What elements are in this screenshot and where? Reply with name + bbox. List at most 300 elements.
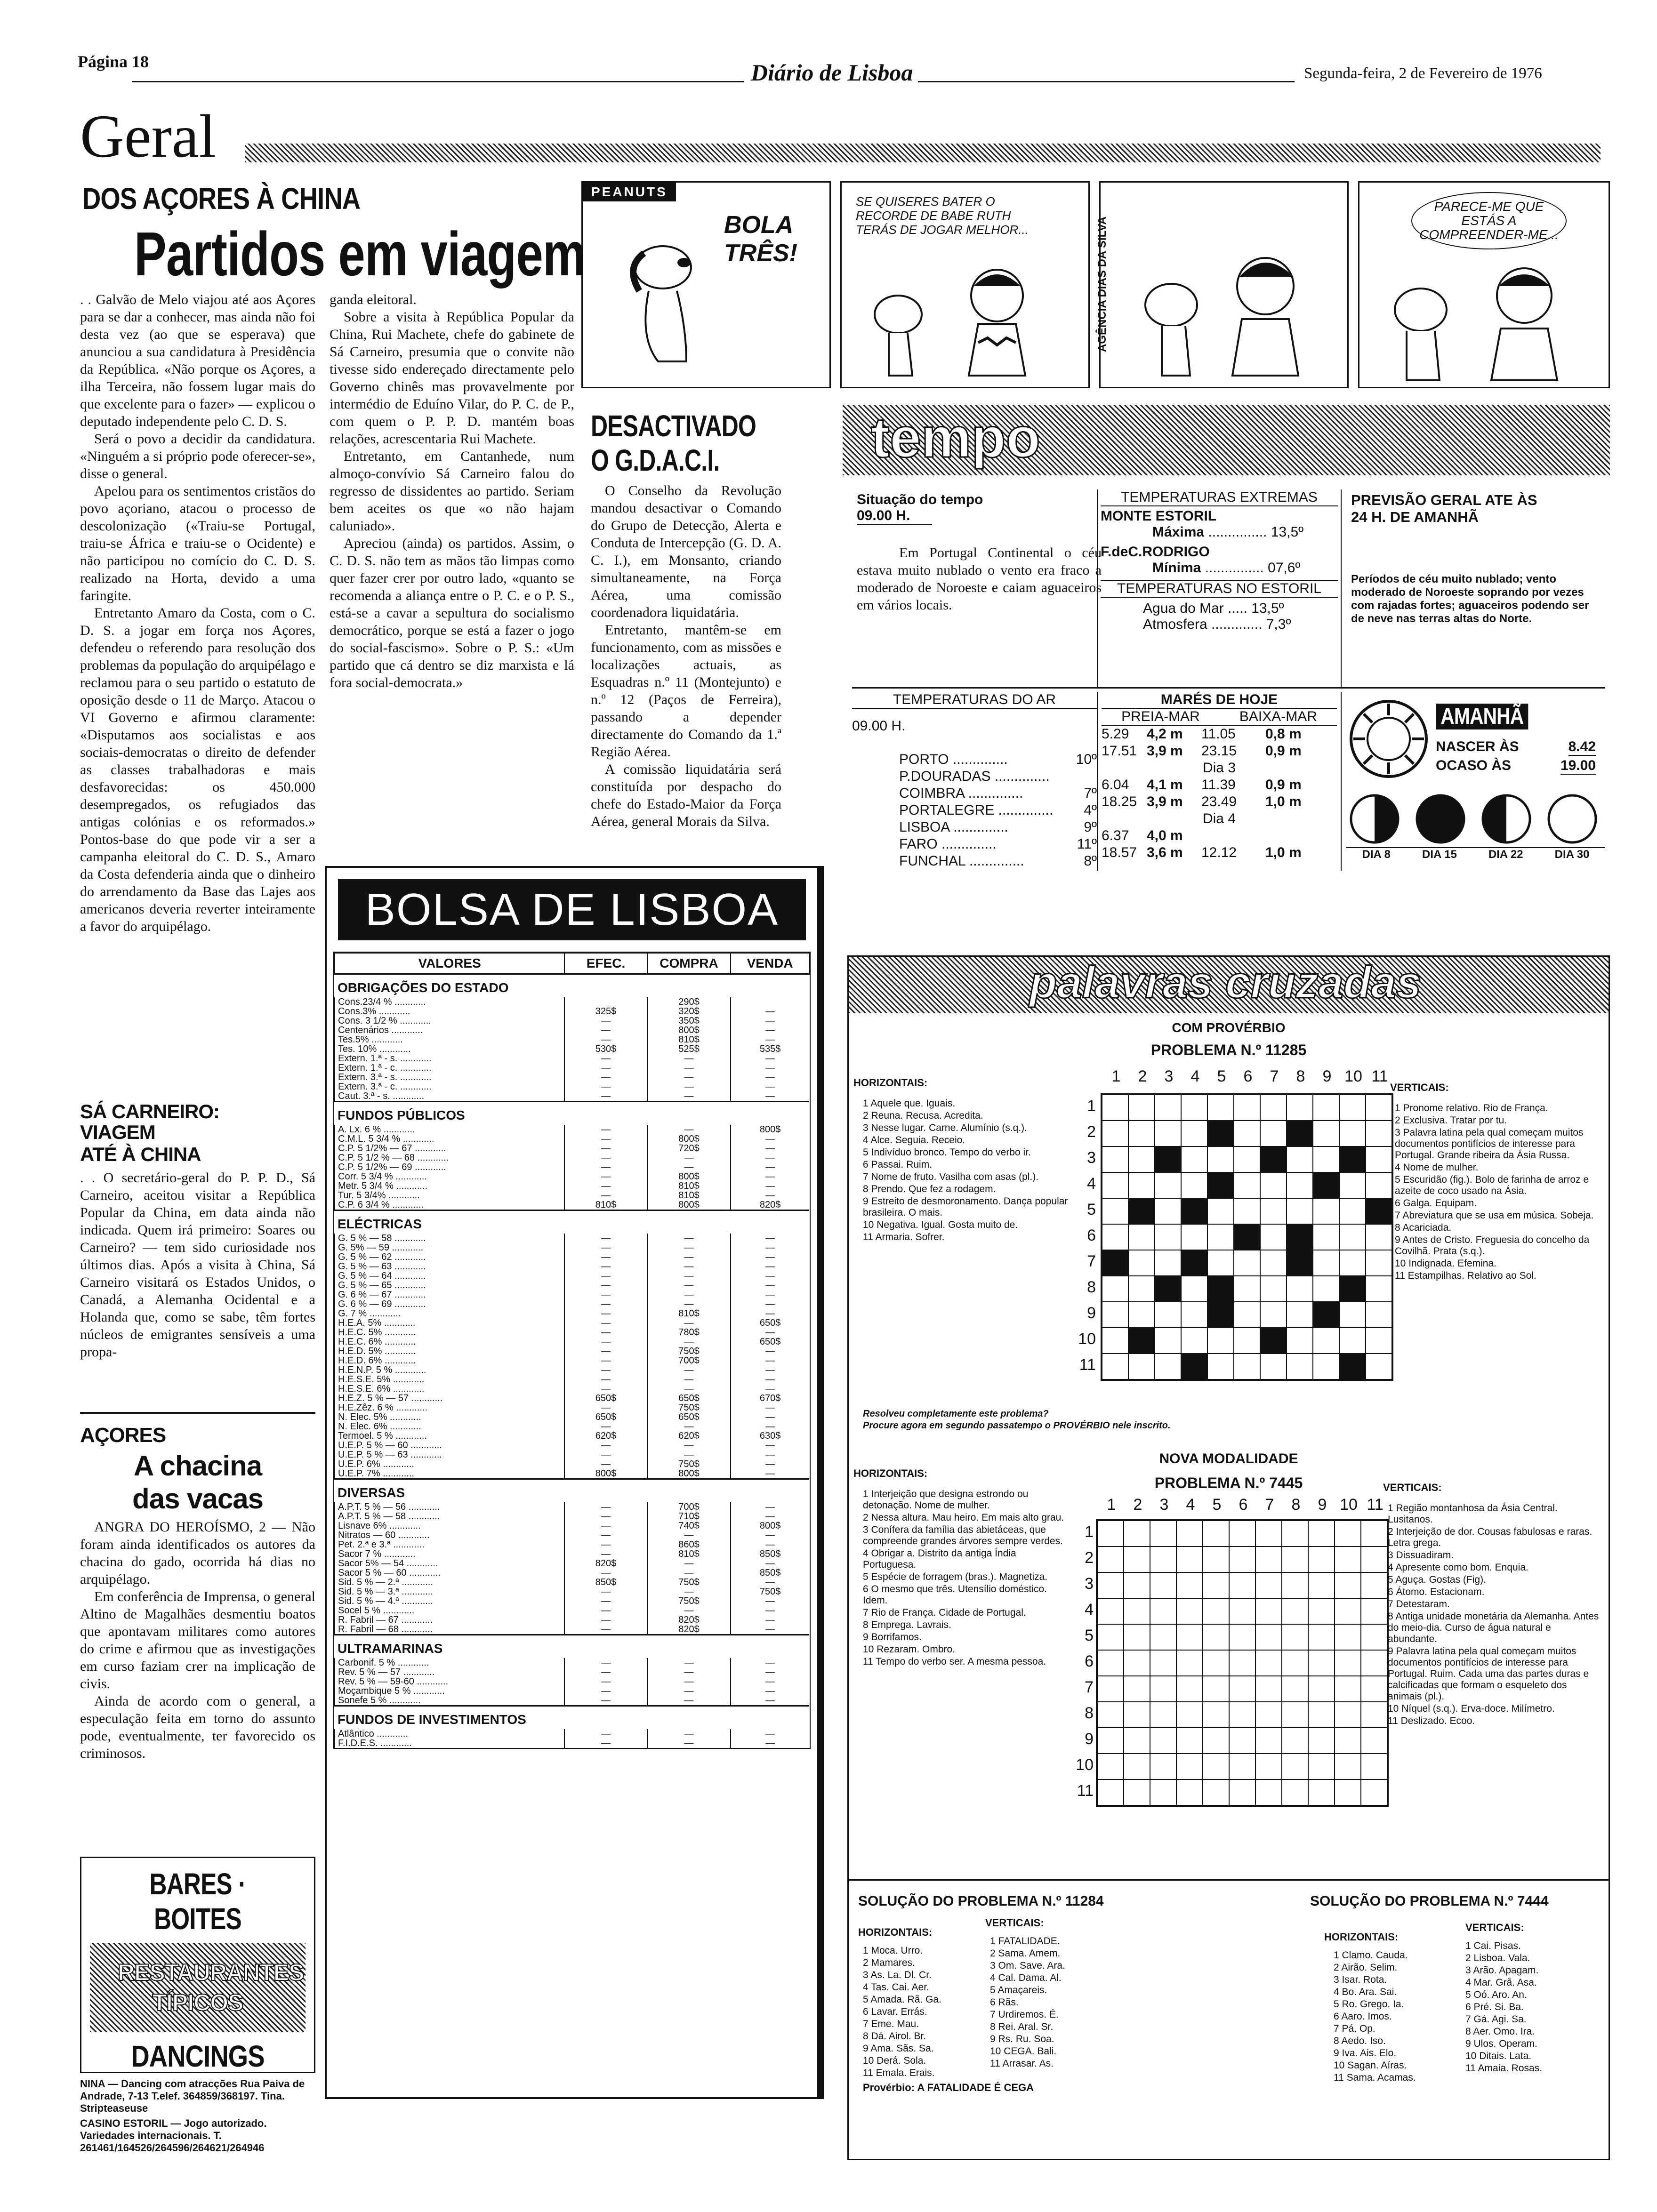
grid-cell[interactable] — [1255, 1650, 1282, 1676]
grid-cell[interactable] — [1361, 1754, 1387, 1779]
efec-cell: — — [564, 1290, 647, 1299]
grid-cell[interactable] — [1124, 1624, 1150, 1650]
grid-cell[interactable] — [1335, 1779, 1361, 1805]
grid-cell[interactable] — [1124, 1779, 1150, 1805]
grid-cell[interactable] — [1366, 1146, 1392, 1172]
grid-cell[interactable] — [1097, 1650, 1124, 1676]
grid-cell[interactable] — [1128, 1146, 1155, 1172]
grid-number: 1 — [1111, 1067, 1121, 1085]
solution-line: 1 Cai. Pisas. — [1465, 1940, 1521, 1951]
grid-cell[interactable] — [1361, 1598, 1387, 1624]
grid-number: 4 — [1085, 1601, 1094, 1619]
clue: 5 Aguça. Gostas (Fig). — [1388, 1574, 1486, 1585]
grid-cell[interactable] — [1282, 1547, 1308, 1572]
grid-cell[interactable] — [1181, 1328, 1207, 1354]
grid-cell[interactable] — [1255, 1572, 1282, 1598]
grid-cell[interactable] — [1176, 1547, 1203, 1572]
grid-cell[interactable] — [1361, 1521, 1387, 1547]
grid-cell[interactable] — [1308, 1598, 1335, 1624]
grid-cell[interactable] — [1181, 1276, 1207, 1302]
bolsa-row — [335, 1686, 809, 1696]
grid-cell[interactable] — [1366, 1328, 1392, 1354]
venda-cell: — — [731, 1677, 809, 1686]
grid-cell[interactable] — [1255, 1754, 1282, 1779]
valor-cell: R. Fabril — 67 ............ — [335, 1615, 564, 1625]
grid-cell[interactable] — [1260, 1198, 1287, 1224]
moon-phases-icon — [1346, 791, 1605, 847]
valor-cell: G. 5 % — 64 ............ — [335, 1271, 564, 1281]
grid-cell[interactable] — [1176, 1598, 1203, 1624]
grid-cell[interactable] — [1176, 1779, 1203, 1805]
grid-cell[interactable] — [1255, 1598, 1282, 1624]
grid-cell[interactable] — [1203, 1728, 1229, 1754]
grid-cell[interactable] — [1361, 1779, 1387, 1805]
grid-cell[interactable] — [1176, 1624, 1203, 1650]
grid-cell[interactable] — [1260, 1250, 1287, 1276]
grid-cell[interactable] — [1335, 1572, 1361, 1598]
grid-cell[interactable] — [1124, 1547, 1150, 1572]
group-name: FUNDOS PÚBLICOS — [335, 1101, 809, 1125]
solution-line: 5 Ro. Grego. Ia. — [1334, 1999, 1404, 2010]
grid-cell[interactable] — [1097, 1572, 1124, 1598]
tempo-situacao — [857, 492, 1102, 614]
row-numbers — [1070, 1093, 1096, 1378]
grid-cell[interactable] — [1313, 1354, 1339, 1379]
grid-cell[interactable] — [1229, 1728, 1255, 1754]
grid-cell[interactable] — [1308, 1754, 1335, 1779]
efec-cell: — — [564, 1587, 647, 1596]
grid-cell[interactable] — [1234, 1302, 1260, 1328]
grid-cell[interactable] — [1102, 1328, 1128, 1354]
grid-cell[interactable] — [1155, 1172, 1181, 1198]
grid-cell[interactable] — [1287, 1172, 1313, 1198]
grid-cell[interactable] — [1255, 1728, 1282, 1754]
grid-cell[interactable] — [1255, 1521, 1282, 1547]
valor-cell: H.E.D. 6% ............ — [335, 1356, 564, 1365]
efec-cell: — — [564, 1729, 647, 1739]
gdaci-head-2: O G.D.A.C.I. — [591, 443, 720, 477]
grid-cell[interactable] — [1361, 1650, 1387, 1676]
grid-cell[interactable] — [1128, 1121, 1155, 1146]
venda-cell: 850$ — [731, 1549, 809, 1559]
grid-cell[interactable] — [1124, 1521, 1150, 1547]
grid-cell[interactable] — [1287, 1095, 1313, 1121]
solution-line: 2 Airão. Selim. — [1334, 1962, 1398, 1973]
grid-cell[interactable] — [1128, 1276, 1155, 1302]
grid-cell[interactable] — [1308, 1728, 1335, 1754]
grid-cell[interactable] — [1150, 1521, 1176, 1547]
city-temp: 8º — [1084, 853, 1097, 869]
grid-cell[interactable] — [1124, 1728, 1150, 1754]
grid-cell[interactable] — [1176, 1754, 1203, 1779]
grid-cell[interactable] — [1229, 1676, 1255, 1702]
grid-cell[interactable] — [1313, 1276, 1339, 1302]
grid-cell[interactable] — [1339, 1172, 1366, 1198]
grid-cell[interactable] — [1207, 1328, 1234, 1354]
grid-cell[interactable] — [1181, 1172, 1207, 1198]
grid-cell[interactable] — [1150, 1676, 1176, 1702]
nascer-row — [1436, 739, 1596, 756]
grid-cell[interactable] — [1260, 1224, 1287, 1250]
grid-cell[interactable] — [1313, 1328, 1339, 1354]
crossword-sub: COM PROVÉRBIO — [1172, 1020, 1286, 1035]
black-square — [1260, 1146, 1287, 1172]
grid-cell[interactable] — [1176, 1702, 1203, 1728]
grid-cell[interactable] — [1229, 1598, 1255, 1624]
grid-cell[interactable] — [1207, 1224, 1234, 1250]
grid-cell[interactable] — [1366, 1172, 1392, 1198]
bolsa-row — [335, 1375, 809, 1384]
grid-cell[interactable] — [1361, 1676, 1387, 1702]
grid-cell[interactable] — [1282, 1676, 1308, 1702]
grid-cell[interactable] — [1287, 1276, 1313, 1302]
grid-cell[interactable] — [1155, 1328, 1181, 1354]
valor-cell: Moçambique 5 % ............ — [335, 1686, 564, 1696]
valor-cell: Centenários ............ — [335, 1026, 564, 1035]
grid-cell[interactable] — [1097, 1521, 1124, 1547]
grid-cell[interactable] — [1234, 1198, 1260, 1224]
grid-cell[interactable] — [1203, 1779, 1229, 1805]
grid-cell[interactable] — [1335, 1650, 1361, 1676]
grid-cell[interactable] — [1128, 1354, 1155, 1379]
grid-number: 5 — [1085, 1627, 1094, 1644]
grid-cell[interactable] — [1339, 1121, 1366, 1146]
grid-cell[interactable] — [1287, 1354, 1313, 1379]
row-numbers — [1068, 1519, 1094, 1804]
grid-cell[interactable] — [1335, 1598, 1361, 1624]
grid-cell[interactable] — [1181, 1302, 1207, 1328]
grid-cell[interactable] — [1155, 1354, 1181, 1379]
grid-cell[interactable] — [1335, 1702, 1361, 1728]
grid-cell[interactable] — [1097, 1547, 1124, 1572]
grid-cell[interactable] — [1150, 1779, 1176, 1805]
grid-cell[interactable] — [1128, 1302, 1155, 1328]
grid-cell[interactable] — [1102, 1172, 1128, 1198]
grid-cell[interactable] — [1176, 1676, 1203, 1702]
grid-cell[interactable] — [1308, 1547, 1335, 1572]
grid-cell[interactable] — [1176, 1650, 1203, 1676]
prev-body: Períodos de céu muito nublado; vento moderado de Noroeste soprando por vezes com rajadas fortes; aguaceiros podendo ser de neve nas terras altas do Norte. — [1351, 573, 1589, 625]
grid-cell[interactable] — [1128, 1172, 1155, 1198]
grid-cell[interactable] — [1234, 1354, 1260, 1379]
grid-cell[interactable] — [1207, 1198, 1234, 1224]
compra-cell: 800$ — [647, 1469, 731, 1479]
bolsa-row — [335, 1309, 809, 1318]
valor-cell: G. 6 % — 69 ............ — [335, 1299, 564, 1309]
grid-cell[interactable] — [1102, 1302, 1128, 1328]
grid-cell[interactable] — [1097, 1779, 1124, 1805]
grid-cell[interactable] — [1207, 1354, 1234, 1379]
grid-cell[interactable] — [1207, 1146, 1234, 1172]
acores-body: Em conferência de Imprensa, o general Altino de Magalhães desmentiu boatos que apontavam militares como autores do crime e afirmou que as investigações em curso faziam crer na implicação de civis. — [80, 1589, 315, 1691]
grid-cell[interactable] — [1150, 1598, 1176, 1624]
tide-value: 18.57 — [1102, 845, 1137, 860]
v1-label: VERTICAIS: — [1390, 1082, 1449, 1093]
grid-cell[interactable] — [1308, 1702, 1335, 1728]
sit-head: Situação do tempo — [857, 492, 983, 507]
grid-cell[interactable] — [1361, 1728, 1387, 1754]
grid-number: 3 — [1164, 1067, 1174, 1085]
grid-cell[interactable] — [1234, 1276, 1260, 1302]
grid-cell[interactable] — [1282, 1728, 1308, 1754]
grid-cell[interactable] — [1150, 1702, 1176, 1728]
grid-cell[interactable] — [1203, 1572, 1229, 1598]
compra-cell: 350$ — [647, 1016, 731, 1026]
grid-cell[interactable] — [1339, 1302, 1366, 1328]
grid-cell[interactable] — [1229, 1572, 1255, 1598]
compra-cell: 820$ — [647, 1615, 731, 1625]
grid-cell[interactable] — [1260, 1095, 1287, 1121]
grid-cell[interactable] — [1102, 1354, 1128, 1379]
grid-cell[interactable] — [1366, 1224, 1392, 1250]
bolsa-row — [335, 1587, 809, 1596]
grid-cell[interactable] — [1203, 1598, 1229, 1624]
grid-cell[interactable] — [1308, 1650, 1335, 1676]
grid-cell[interactable] — [1181, 1146, 1207, 1172]
efec-cell: — — [564, 1459, 647, 1469]
clue: 11 Armaria. Sofrer. — [863, 1232, 945, 1242]
grid-cell[interactable] — [1102, 1146, 1128, 1172]
grid-cell[interactable] — [1366, 1354, 1392, 1379]
compra-cell: — — [647, 1384, 731, 1394]
grid-cell[interactable] — [1335, 1624, 1361, 1650]
grid-cell[interactable] — [1287, 1146, 1313, 1172]
bolsa-table-wrap — [333, 952, 811, 1749]
grid-cell[interactable] — [1361, 1702, 1387, 1728]
grid-cell[interactable] — [1282, 1650, 1308, 1676]
bolsa-row — [335, 997, 809, 1007]
grid-cell[interactable] — [1234, 1328, 1260, 1354]
tide-row — [1102, 777, 1337, 793]
grid-cell[interactable] — [1366, 1095, 1392, 1121]
efec-cell: 810$ — [564, 1200, 647, 1210]
black-square — [1339, 1354, 1366, 1379]
grid-cell[interactable] — [1124, 1754, 1150, 1779]
grid-cell[interactable] — [1335, 1676, 1361, 1702]
grid-cell[interactable] — [1335, 1521, 1361, 1547]
grid-cell[interactable] — [1128, 1095, 1155, 1121]
black-square — [1339, 1146, 1366, 1172]
grid-cell[interactable] — [1229, 1624, 1255, 1650]
grid-cell[interactable] — [1176, 1572, 1203, 1598]
grid-cell[interactable] — [1124, 1676, 1150, 1702]
grid-cell[interactable] — [1203, 1650, 1229, 1676]
grid-cell[interactable] — [1097, 1676, 1124, 1702]
grid-cell[interactable] — [1176, 1728, 1203, 1754]
grid-cell[interactable] — [1234, 1095, 1260, 1121]
grid-cell[interactable] — [1282, 1598, 1308, 1624]
black-square — [1181, 1250, 1207, 1276]
venda-cell: — — [731, 1252, 809, 1262]
grid-cell[interactable] — [1255, 1676, 1282, 1702]
grid-cell[interactable] — [1308, 1676, 1335, 1702]
crossword-grid-2[interactable] — [1096, 1519, 1389, 1807]
grid-cell[interactable] — [1097, 1728, 1124, 1754]
grid-cell[interactable] — [1339, 1250, 1366, 1276]
grid-cell[interactable] — [1155, 1302, 1181, 1328]
efec-cell: — — [564, 1677, 647, 1686]
grid-cell[interactable] — [1260, 1354, 1287, 1379]
grid-cell[interactable] — [1128, 1250, 1155, 1276]
grid-cell[interactable] — [1150, 1624, 1176, 1650]
grid-cell[interactable] — [1229, 1521, 1255, 1547]
grid-cell[interactable] — [1203, 1676, 1229, 1702]
grid-cell[interactable] — [1102, 1224, 1128, 1250]
grid-cell[interactable] — [1260, 1276, 1287, 1302]
lead-headline: Partidos em viagem — [134, 219, 586, 289]
grid-cell[interactable] — [1124, 1650, 1150, 1676]
compra-cell: — — [647, 1054, 731, 1063]
grid-cell[interactable] — [1313, 1250, 1339, 1276]
grid-cell[interactable] — [1361, 1572, 1387, 1598]
grid-cell[interactable] — [1282, 1702, 1308, 1728]
grid-cell[interactable] — [1097, 1702, 1124, 1728]
grid-cell[interactable] — [1155, 1198, 1181, 1224]
grid-cell[interactable] — [1361, 1624, 1387, 1650]
compra-cell: 810$ — [647, 1181, 731, 1191]
grid-cell[interactable] — [1313, 1224, 1339, 1250]
grid-cell[interactable] — [1155, 1224, 1181, 1250]
grid-cell[interactable] — [1313, 1121, 1339, 1146]
grid-cell[interactable] — [1361, 1547, 1387, 1572]
grid-cell[interactable] — [1229, 1650, 1255, 1676]
bares-listings — [80, 2078, 315, 2154]
grid-cell[interactable] — [1176, 1521, 1203, 1547]
grid-cell[interactable] — [1366, 1121, 1392, 1146]
compra-cell: 750$ — [647, 1403, 731, 1412]
grid-cell[interactable] — [1150, 1650, 1176, 1676]
valor-cell: Lisnave 6% ............ — [335, 1521, 564, 1531]
grid-cell[interactable] — [1255, 1702, 1282, 1728]
grid-cell[interactable] — [1155, 1250, 1181, 1276]
grid-cell[interactable] — [1339, 1095, 1366, 1121]
clue: 6 O mesmo que três. Utensílio doméstico. Idem. — [863, 1584, 1047, 1606]
grid-cell[interactable] — [1124, 1598, 1150, 1624]
bolsa-row — [335, 1658, 809, 1667]
valor-cell: Caut. 3.ª - s. ............ — [335, 1091, 564, 1102]
grid-cell[interactable] — [1335, 1547, 1361, 1572]
grid-cell[interactable] — [1339, 1328, 1366, 1354]
grid-cell[interactable] — [1097, 1754, 1124, 1779]
grid-cell[interactable] — [1308, 1572, 1335, 1598]
grid-cell[interactable] — [1282, 1572, 1308, 1598]
grid-cell[interactable] — [1203, 1754, 1229, 1779]
efec-cell: 820$ — [564, 1559, 647, 1568]
grid-cell[interactable] — [1260, 1172, 1287, 1198]
grid-cell[interactable] — [1282, 1779, 1308, 1805]
grid-cell[interactable] — [1102, 1121, 1128, 1146]
grid-cell[interactable] — [1255, 1547, 1282, 1572]
grid-cell[interactable] — [1260, 1302, 1287, 1328]
grid-cell[interactable] — [1203, 1547, 1229, 1572]
grid-cell[interactable] — [1102, 1276, 1128, 1302]
grid-cell[interactable] — [1229, 1779, 1255, 1805]
grid-cell[interactable] — [1255, 1779, 1282, 1805]
grid-cell[interactable] — [1181, 1121, 1207, 1146]
tide-row — [1102, 827, 1337, 844]
grid-cell[interactable] — [1287, 1302, 1313, 1328]
col-compra: COMPRA — [647, 953, 731, 974]
grid-cell[interactable] — [1181, 1224, 1207, 1250]
grid-cell[interactable] — [1366, 1276, 1392, 1302]
grid-cell[interactable] — [1150, 1754, 1176, 1779]
grid-cell[interactable] — [1339, 1198, 1366, 1224]
grid-cell[interactable] — [1308, 1779, 1335, 1805]
grid-cell[interactable] — [1308, 1624, 1335, 1650]
grid-cell[interactable] — [1255, 1624, 1282, 1650]
grid-cell[interactable] — [1287, 1328, 1313, 1354]
grid-number: 2 — [1087, 1123, 1096, 1141]
grid-cell[interactable] — [1229, 1547, 1255, 1572]
bolsa-row — [335, 1063, 809, 1073]
grid-cell[interactable] — [1102, 1095, 1128, 1121]
grid-cell[interactable] — [1155, 1095, 1181, 1121]
grid-cell[interactable] — [1207, 1250, 1234, 1276]
grid-cell[interactable] — [1229, 1754, 1255, 1779]
grid-cell[interactable] — [1150, 1572, 1176, 1598]
col-venda: VENDA — [731, 953, 809, 974]
venda-cell: 800$ — [731, 1521, 809, 1531]
grid-cell[interactable] — [1155, 1121, 1181, 1146]
venda-cell: — — [731, 1026, 809, 1035]
bolsa-row — [335, 1318, 809, 1328]
grid-cell[interactable] — [1234, 1250, 1260, 1276]
compra-cell: 800$ — [647, 1026, 731, 1035]
grid-cell[interactable] — [1335, 1754, 1361, 1779]
grid-cell[interactable] — [1282, 1624, 1308, 1650]
grid-cell[interactable] — [1207, 1095, 1234, 1121]
clue: 7 Detestaram. — [1388, 1599, 1450, 1610]
venda-cell: — — [731, 1271, 809, 1281]
grid-cell[interactable] — [1234, 1121, 1260, 1146]
grid-cell[interactable] — [1097, 1624, 1124, 1650]
grid-cell[interactable] — [1181, 1095, 1207, 1121]
grid-cell[interactable] — [1234, 1172, 1260, 1198]
grid-cell[interactable] — [1313, 1095, 1339, 1121]
grid-cell[interactable] — [1339, 1224, 1366, 1250]
black-square — [1207, 1121, 1234, 1146]
valor-cell: Termoel. 5 % ............ — [335, 1431, 564, 1441]
grid-cell[interactable] — [1203, 1702, 1229, 1728]
crossword-grid-1[interactable] — [1101, 1093, 1393, 1381]
grid-cell[interactable] — [1124, 1702, 1150, 1728]
grid-cell[interactable] — [1097, 1598, 1124, 1624]
solution-line: 2 Sama. Amem. — [990, 1948, 1061, 1959]
grid-cell[interactable] — [1282, 1754, 1308, 1779]
grid-cell[interactable] — [1150, 1728, 1176, 1754]
bolsa-row — [335, 1346, 809, 1356]
gdaci-body: A comissão liquidatária será constituída por despacho do chefe do Estado-Maior da Força Aérea, general Morais da Silva. — [591, 761, 781, 829]
grid-cell[interactable] — [1260, 1121, 1287, 1146]
grid-cell[interactable] — [1313, 1146, 1339, 1172]
grid-cell[interactable] — [1335, 1728, 1361, 1754]
grid-cell[interactable] — [1203, 1521, 1229, 1547]
grid-cell[interactable] — [1308, 1521, 1335, 1547]
valor-cell: Sacor 7 % ............ — [335, 1549, 564, 1559]
grid-cell[interactable] — [1366, 1250, 1392, 1276]
grid-cell[interactable] — [1102, 1198, 1128, 1224]
grid-cell[interactable] — [1287, 1198, 1313, 1224]
grid-cell[interactable] — [1366, 1302, 1392, 1328]
grid-cell[interactable] — [1229, 1702, 1255, 1728]
grid-cell[interactable] — [1203, 1624, 1229, 1650]
grid-cell[interactable] — [1150, 1547, 1176, 1572]
grid-cell[interactable] — [1313, 1198, 1339, 1224]
grid-cell[interactable] — [1234, 1146, 1260, 1172]
grid-cell[interactable] — [1282, 1521, 1308, 1547]
grid-cell[interactable] — [1124, 1572, 1150, 1598]
grid-cell[interactable] — [1128, 1224, 1155, 1250]
